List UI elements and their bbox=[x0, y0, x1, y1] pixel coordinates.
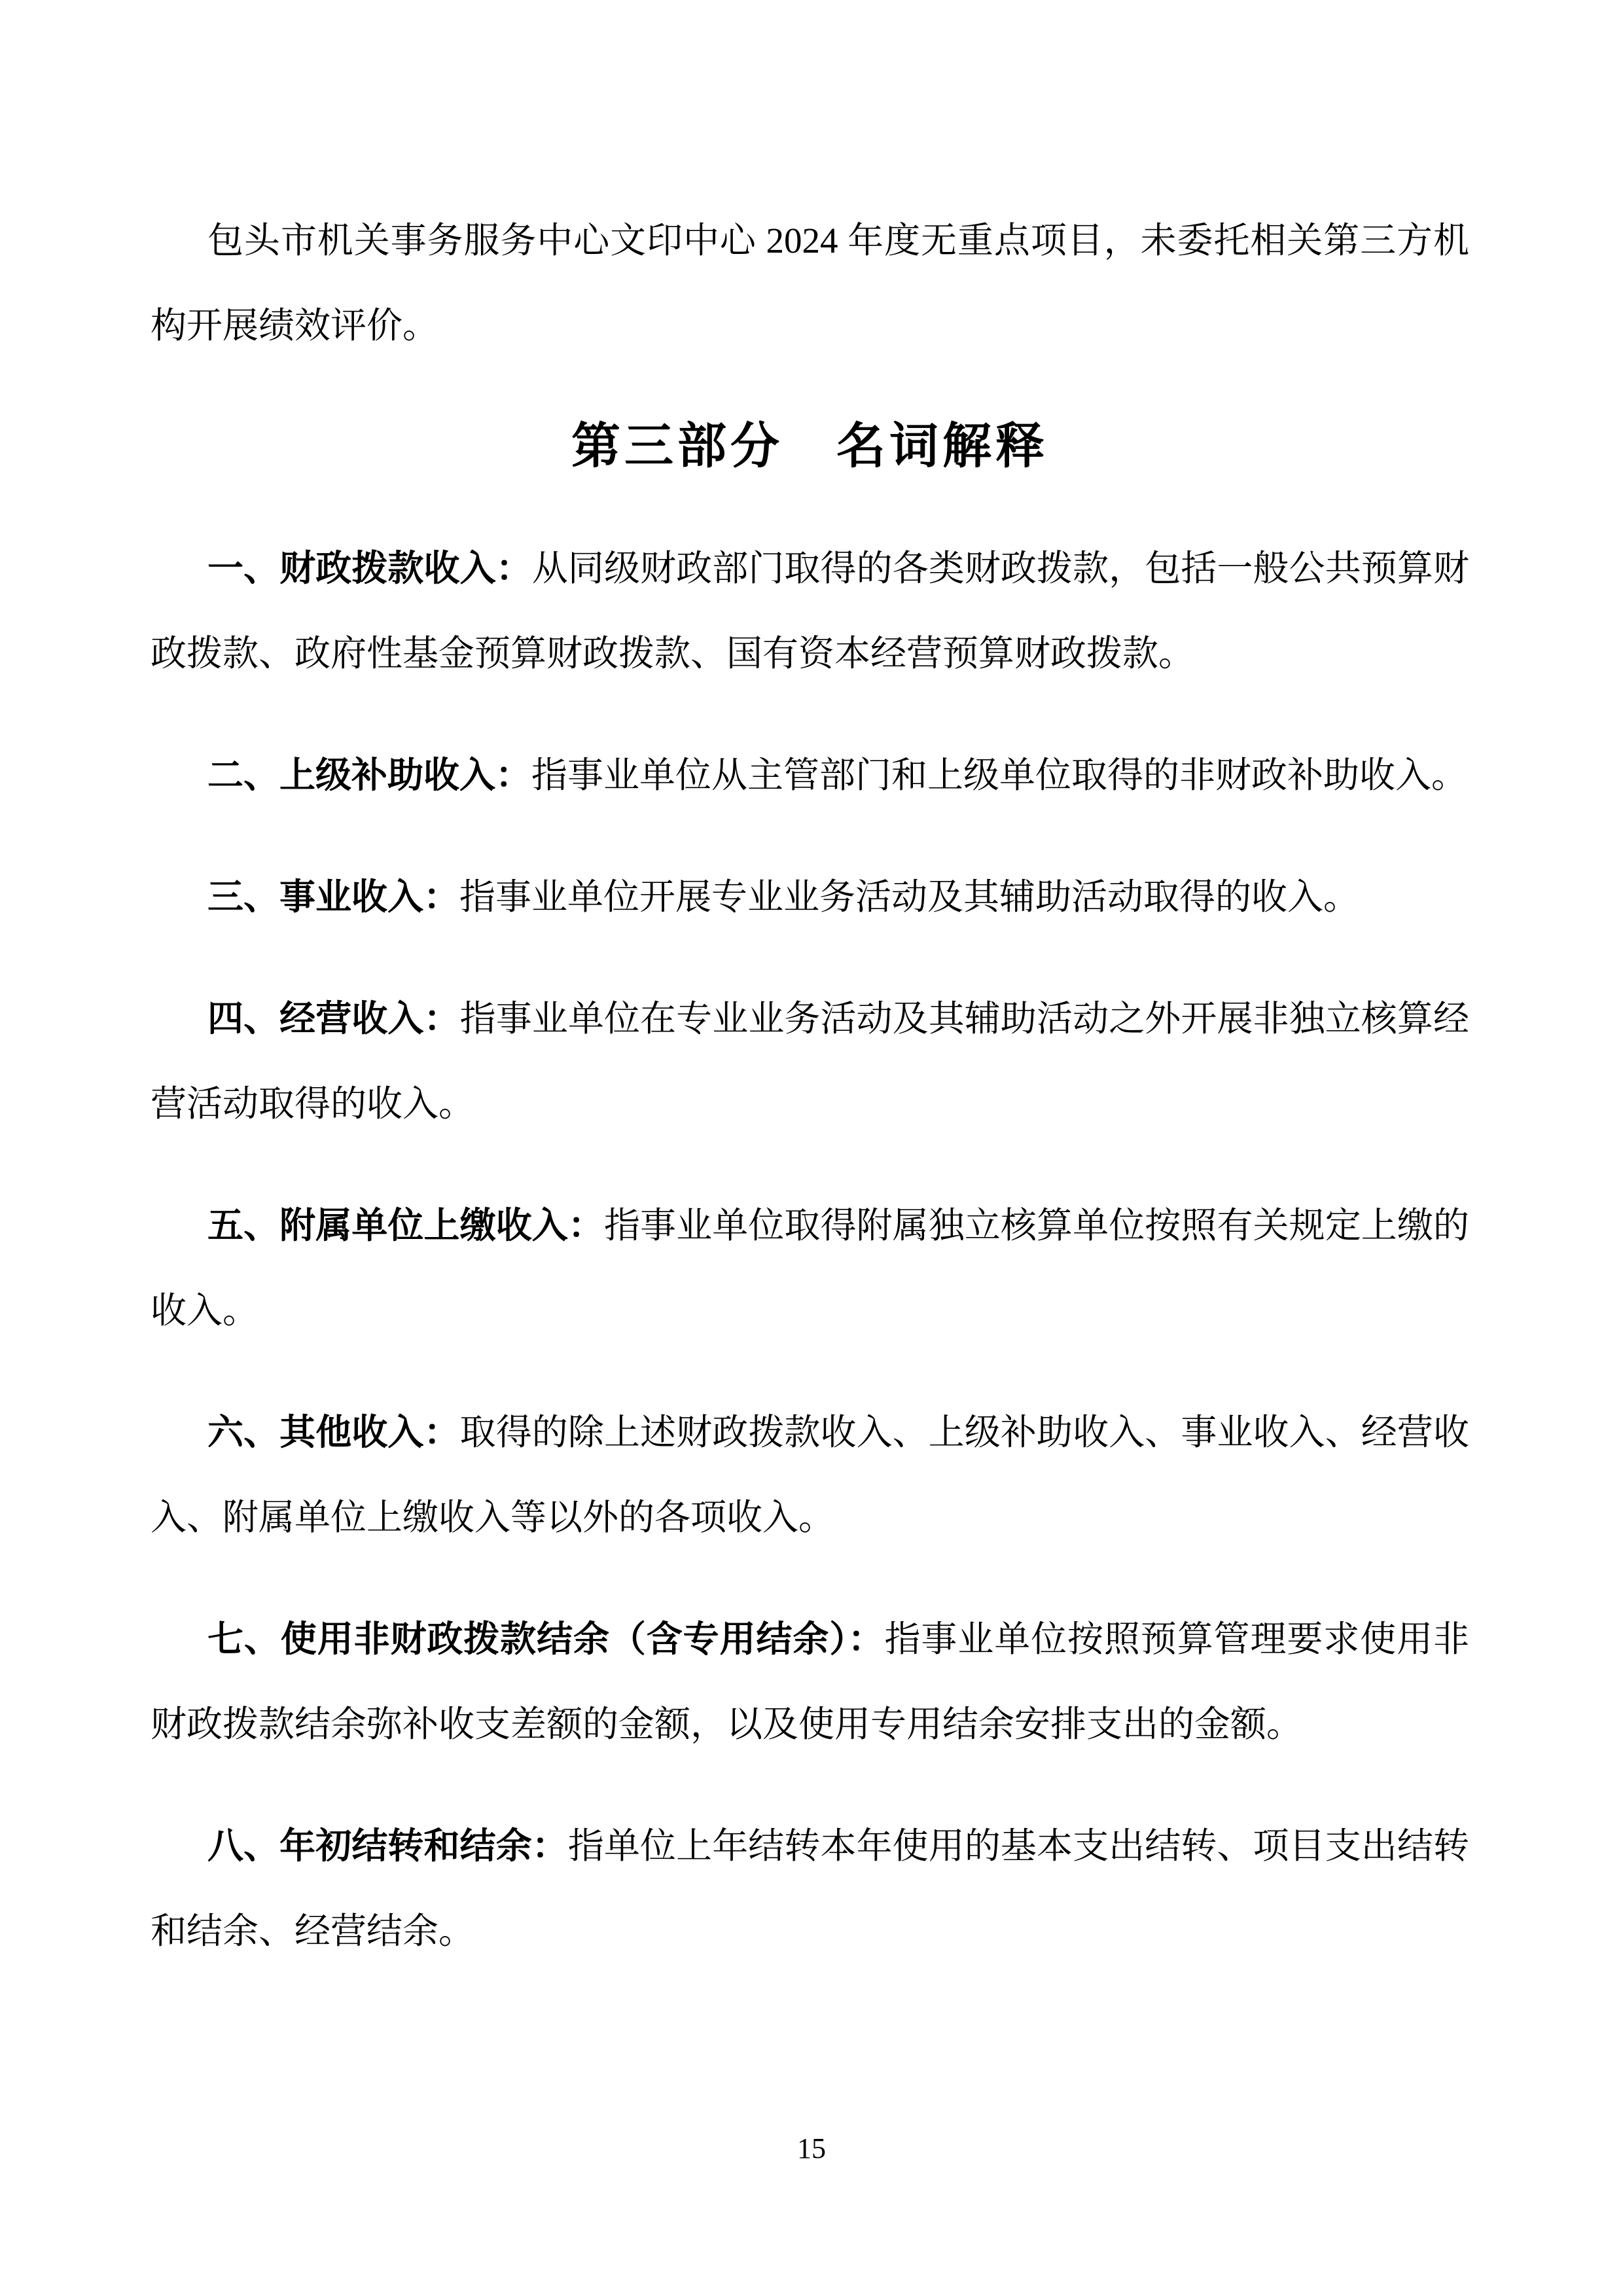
term-definition-6: 取得的除上述财政拨款收入、上级补助收入、事业收入、经营收入、附属单位上缴收入等以外的各项收入。 bbox=[151, 1412, 1469, 1537]
term-label-2: 二、上级补助收入： bbox=[207, 755, 532, 795]
term-item-5 bbox=[151, 1183, 1469, 1354]
term-label-8: 八、年初结转和结余： bbox=[207, 1825, 568, 1866]
term-definition-1: 从同级财政部门取得的各类财政拨款，包括一般公共预算财政拨款、政府性基金预算财政拨款、国有资本经营预算财政拨款。 bbox=[151, 548, 1469, 673]
page-content bbox=[151, 198, 1469, 2010]
term-item-2 bbox=[151, 732, 1469, 818]
term-definition-7: 指事业单位按照预算管理要求使用非财政拨款结余弥补收支差额的金额，以及使用专用结余安排支出的金额。 bbox=[151, 1619, 1469, 1744]
term-label-7: 七、使用非财政拨款结余（含专用结余）： bbox=[207, 1619, 885, 1659]
page-number: 15 bbox=[797, 2132, 826, 2164]
term-item-7 bbox=[151, 1596, 1469, 1767]
term-item-1 bbox=[151, 526, 1469, 696]
section-title: 第三部分 名词解释 bbox=[571, 420, 1048, 474]
term-label-1: 一、财政拨款收入： bbox=[207, 548, 532, 588]
term-definition-4: 指事业单位在专业业务活动及其辅助活动之外开展非独立核算经营活动取得的收入。 bbox=[151, 999, 1469, 1124]
term-item-3 bbox=[151, 854, 1469, 940]
term-definition-3: 指事业单位开展专业业务活动及其辅助活动取得的收入。 bbox=[459, 877, 1360, 917]
intro-paragraph: 包头市机关事务服务中心文印中心 2024 年度无重点项目，未委托相关第三方机构开展绩效评价。 bbox=[151, 221, 1469, 346]
term-definition-2: 指事业单位从主管部门和上级单位取得的非财政补助收入。 bbox=[531, 755, 1468, 795]
term-label-5: 五、附属单位上缴收入： bbox=[207, 1205, 604, 1246]
term-item-8 bbox=[151, 1803, 1469, 1974]
term-item-6 bbox=[151, 1390, 1469, 1560]
term-label-6: 六、其他收入： bbox=[207, 1412, 460, 1452]
term-label-4: 四、经营收入： bbox=[207, 998, 460, 1039]
term-definition-8: 指单位上年结转本年使用的基本支出结转、项目支出结转和结余、经营结余。 bbox=[151, 1826, 1469, 1951]
term-item-4 bbox=[151, 976, 1469, 1147]
term-definition-5: 指事业单位取得附属独立核算单位按照有关规定上缴的收入。 bbox=[151, 1206, 1469, 1331]
term-label-3: 三、事业收入： bbox=[207, 876, 460, 917]
